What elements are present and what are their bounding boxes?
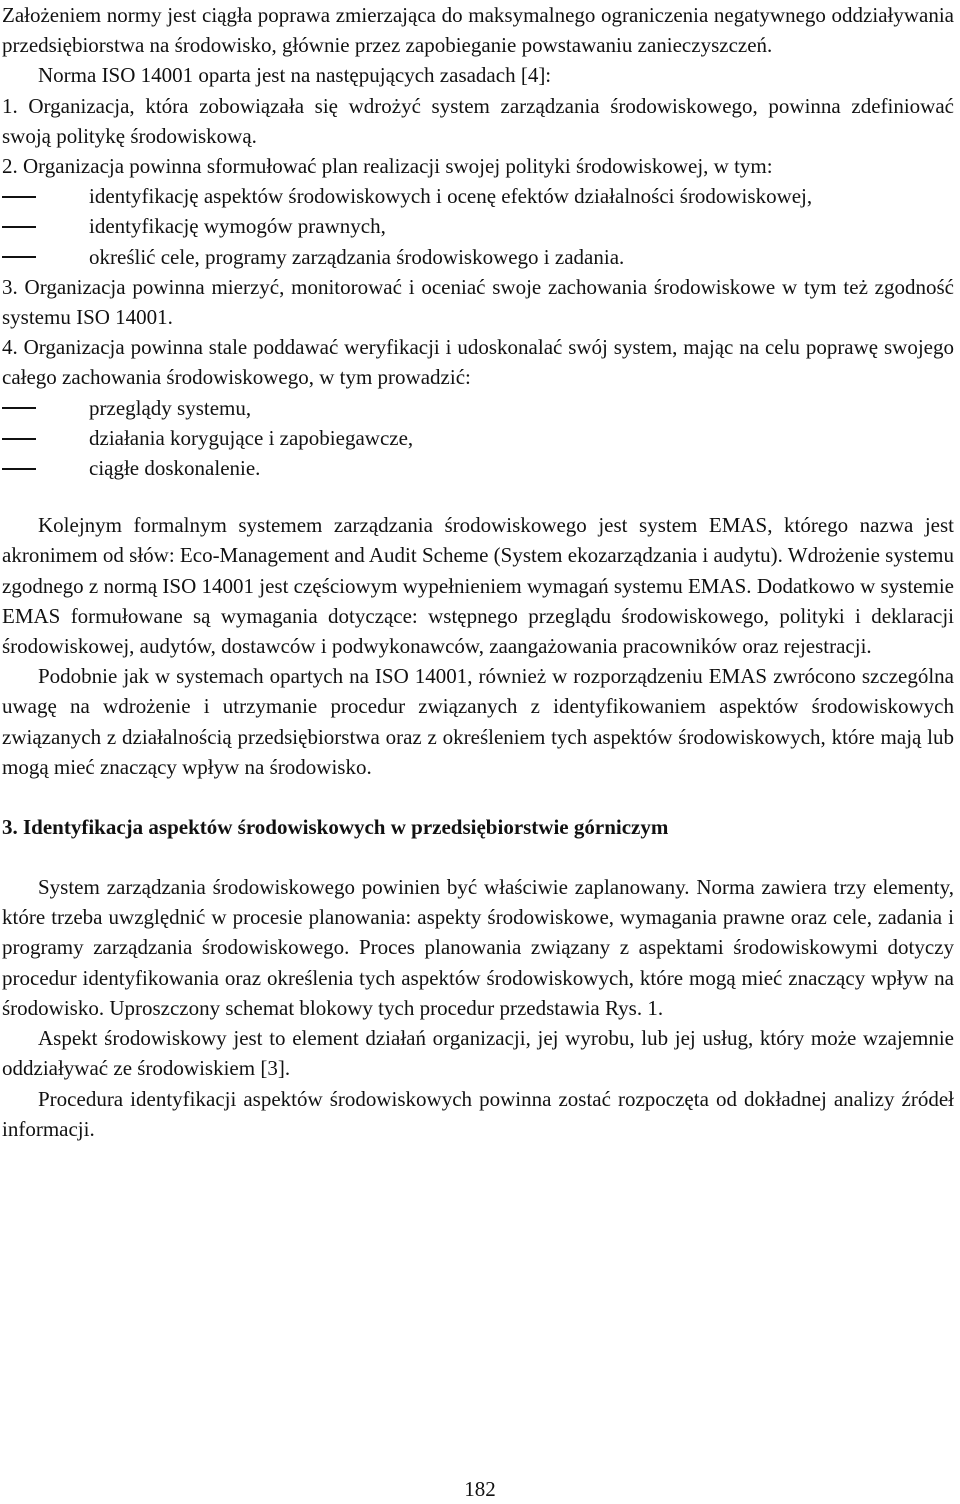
bullet-text: identyfikację aspektów środowiskowych i ocenę efektów działalności środowiskowej, (89, 184, 813, 209)
principle-3: 3. Organizacja powinna mierzyć, monitorować i oceniać swoje zachowania środowiskowe w tym też zgodność systemu ISO 14001. (2, 274, 954, 330)
bullet-text: określić cele, programy zarządzania środowiskowego i zadania. (89, 244, 625, 269)
principle-1: 1. Organizacja, która zobowiązała się wdrożyć system zarządzania środowiskowego, powinna zdefiniować swoją politykę środowiskową. (2, 93, 954, 148)
dash-marker (2, 453, 42, 483)
section-heading: 3. Identyfikacja aspektów środowiskowych w przedsiębiorstwie górniczym (2, 815, 669, 840)
bullet-text: identyfikację wymogów prawnych, (89, 214, 386, 239)
dash-marker (2, 423, 42, 453)
bullet-item (2, 423, 954, 453)
principle-2: 2. Organizacja powinna sformułować plan realizacji swojej polityki środowiskowej, w tym: (2, 154, 773, 179)
planning-paragraph: System zarządzania środowiskowego powinien być właściwie zaplanowany. Norma zawiera trzy elementy, które trzeba uwzględnić w procesie planowania: aspekty środowiskowe, wymagania prawne oraz cele, zadania i programy zarządzania środowiskowego. Proces planowania związany z aspektami środowiskowymi dotyczy procedur identyfikowania oraz określenia tych aspektów środowiskowych, które mogą mieć znaczący wpływ na środowisko. Uproszczony schemat blokowy tych procedur przedstawia Rys. 1. (2, 875, 954, 1020)
emas-procedures-paragraph: Podobnie jak w systemach opartych na ISO 14001, również w rozporządzeniu EMAS zwrócono szczególna uwagę na wdrożenie i utrzymanie procedur związanych z identyfikowaniem aspektów środowiskowych związanych z działalnością przedsiębiorstwa oraz z określeniem tych aspektów środowiskowych, które mają lub mogą mieć znaczący wpływ na środowisko. (2, 664, 954, 779)
bullet-item (2, 393, 954, 423)
dash-marker (2, 242, 42, 272)
principle-4: 4. Organizacja powinna stale poddawać weryfikacji i udoskonalać swój system, mając na celu poprawę swojego całego zachowania środowiskowego, w tym prowadzić: (2, 335, 954, 390)
norm-intro-line: Norma ISO 14001 oparta jest na następujących zasadach [4]: (38, 63, 552, 88)
aspect-definition-paragraph: Aspekt środowiskowy jest to element działań organizacji, jej wyrobu, lub jej usług, który może wzajemnie oddziaływać ze środowiskiem [3]. (2, 1026, 954, 1081)
document-page (2, 0, 954, 1144)
emas-paragraph: Kolejnym formalnym systemem zarządzania środowiskowego jest system EMAS, którego nazwa jest akronimem od słów: Eco-Management and Audit Scheme (System ekozarządzania i audytu). Wdrożenie systemu zgodnego z normą ISO 14001 jest częściowym wypełnieniem wymagań systemu EMAS. Dodatkowo w systemie EMAS formułowane są wymagania dotyczące: wstępnego przeglądu środowiskowego, polityki i deklaracji środowiskowej, audytów, dostawców i podwykonawców, zaangażowania pracowników oraz rejestracji. (2, 513, 954, 659)
dash-marker (2, 181, 42, 211)
bullet-text: ciągłe doskonalenie. (89, 456, 261, 481)
procedure-paragraph: Procedura identyfikacji aspektów środowiskowych powinna zostać rozpoczęta od dokładnej analizy źródeł informacji. (2, 1086, 954, 1141)
intro-paragraph: Założeniem normy jest ciągła poprawa zmierzająca do maksymalnego ograniczenia negatywnego oddziaływania przedsiębiorstwa na środowisko, głównie przez zapobieganie powstawaniu zanieczyszczeń. (2, 3, 954, 58)
dash-marker (2, 211, 42, 241)
dash-marker (2, 393, 42, 423)
bullet-item (2, 453, 954, 483)
bullet-item (2, 181, 954, 211)
bullet-text: przeglądy systemu, (89, 395, 252, 420)
bullet-text: działania korygujące i zapobiegawcze, (89, 425, 414, 450)
page-number: 182 (464, 1477, 496, 1501)
bullet-item (2, 211, 954, 241)
bullet-item (2, 242, 954, 272)
